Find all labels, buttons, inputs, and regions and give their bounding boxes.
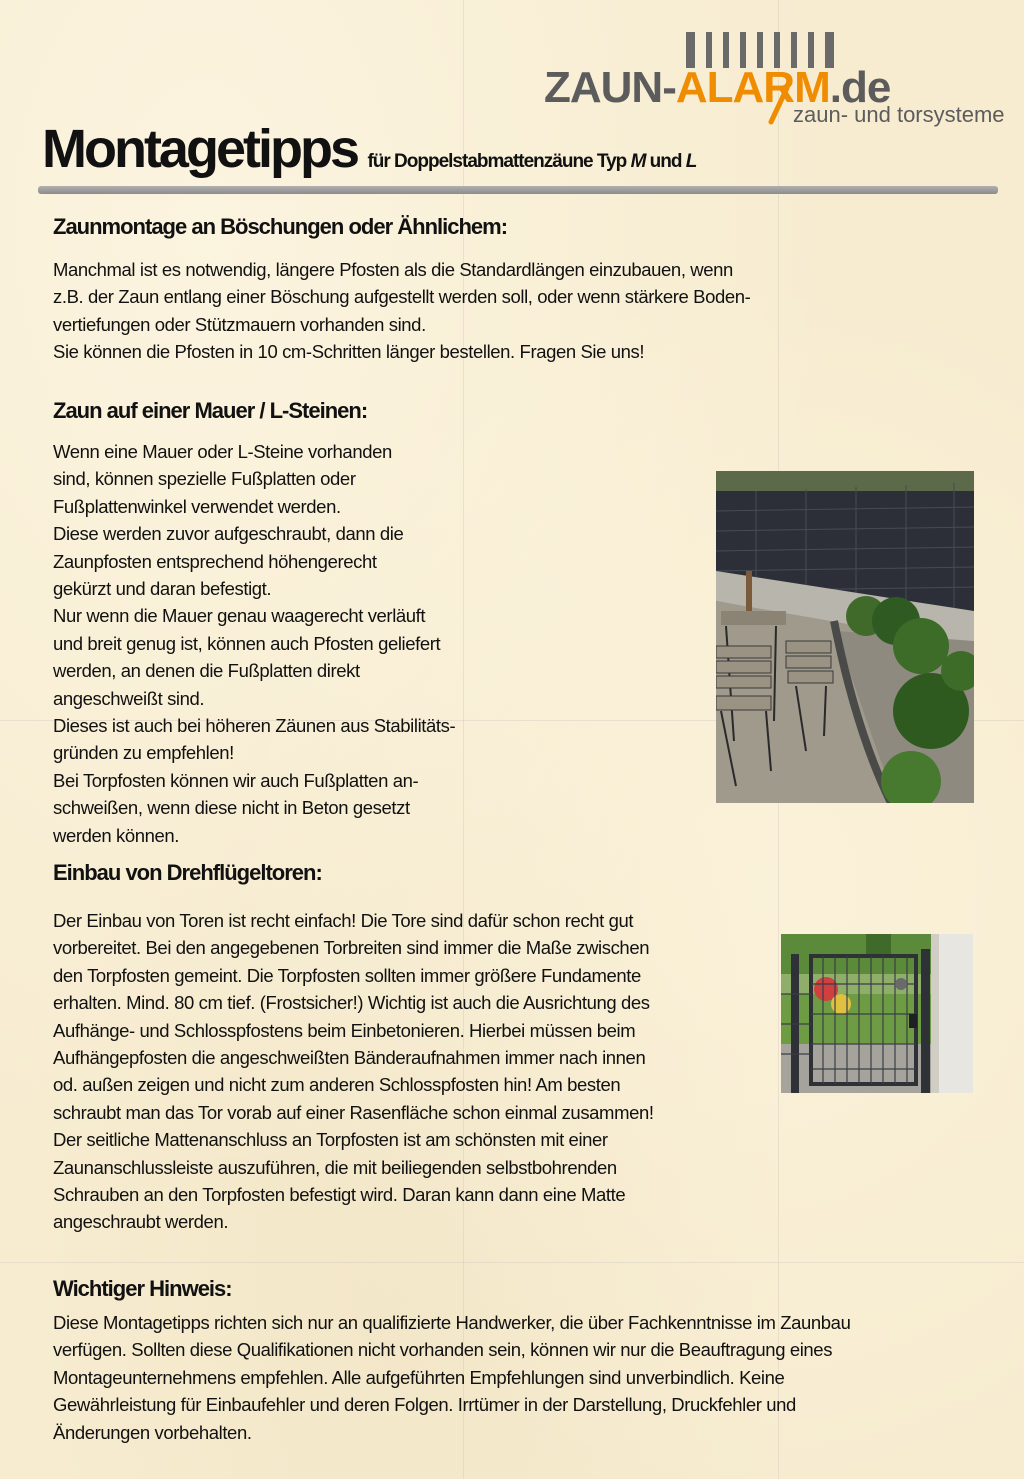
fence-on-wall-photo <box>716 471 974 803</box>
section-heading-hinweis: Wichtiger Hinweis: <box>53 1276 232 1301</box>
section-text-drehfluegeltore: Der Einbau von Toren ist recht einfach! Die Tore sind dafür schon recht gut vorbereitet. Bei den angegebenen Torbreiten sind immer die Maße zwischen den Torpfosten gemeint. Die Torpfosten sollten immer größere Fundamente erhalten. Mind. 80 cm tief. (Frostsicher!) Wichtig ist auch die Ausrichtung des Aufhänge- und Schlosspfostens beim Einbetonieren. Hierbei müssen beim Aufhängepfosten die angeschweißten Bänderaufnahmen immer nach innen od. außen zeigen und nicht zum anderen Schlosspfosten hin! Am besten schraubt man das Tor vorab auf einer Rasenfläche schon einmal zusammen! Der seitliche Mattenanschluss an Torpfosten ist am schönsten mit einer Zaunanschlussleiste auszuführen, die mit beiliegenden selbstbohrenden Schrauben an den Torpfosten befestigt wird. Daran kann dann eine Matte angeschraubt werden. <box>53 910 654 1233</box>
brand-logo <box>540 30 1005 130</box>
section-text-hinweis: Diese Montagetipps richten sich nur an qualifizierte Handwerker, die über Fachkenntnisse im Zaunbau verfügen. Sollten diese Qualifikationen nicht vorhanden sein, können wir nur die Beauftragung eines Montageunternehmens empfehlen. Alle aufgeführten Empfehlungen sind unverbindlich. Keine Gewährleistung für Einbaufehler und deren Folgen. Irrtümer in der Darstellung, Druckfehler und Änderungen vorbehalten. <box>53 1312 851 1443</box>
logo-swoosh <box>765 86 795 126</box>
section-heading-drehfluegeltore: Einbau von Drehflügeltoren: <box>53 860 322 885</box>
logo-wordmark: ZAUN-ALARM.de <box>544 63 891 112</box>
background-gridline <box>0 1262 1024 1263</box>
title-divider <box>38 186 998 194</box>
section-text-boeschungen: Manchmal ist es notwendig, längere Pfosten als die Standardlängen einzubauen, wenn z.B. der Zaun entlang einer Böschung aufgestellt werden soll, oder wenn stärkere Boden- vertiefungen oder Stützmauern vorhanden sind. Sie können die Pfosten in 10 cm-Schritten länger bestellen. Fragen Sie uns! <box>53 259 751 363</box>
section-heading-mauer: Zaun auf einer Mauer / L-Steinen: <box>53 398 368 423</box>
title-subtitle: für Doppelstabmattenzäune Typ M und L <box>367 151 697 172</box>
section-text-mauer: Wenn eine Mauer oder L-Steine vorhanden sind, können spezielle Fußplatten oder Fußplattenwinkel verwendet werden. Diese werden zuvor aufgeschraubt, dann die Zaunpfosten entsprechend höhengerecht gekürzt und daran befestigt. Nur wenn die Mauer genau waagerecht verläuft und breit genug ist, können auch Pfosten geliefert werden, an denen die Fußplatten direkt angeschweißt sind. Dieses ist auch bei höheren Zäunen aus Stabilitäts- gründen zu empfehlen! Bei Torpfosten können wir auch Fußplatten an- schweißen, wenn diese nicht in Beton gesetzt werden können. <box>53 441 456 846</box>
page-title <box>42 118 696 180</box>
garden-gate-photo <box>781 934 973 1093</box>
logo-tagline: zaun- und torsysteme <box>793 102 1005 127</box>
section-heading-boeschungen: Zaunmontage an Böschungen oder Ähnlichem: <box>53 214 508 239</box>
title-main: Montagetipps <box>42 119 357 179</box>
